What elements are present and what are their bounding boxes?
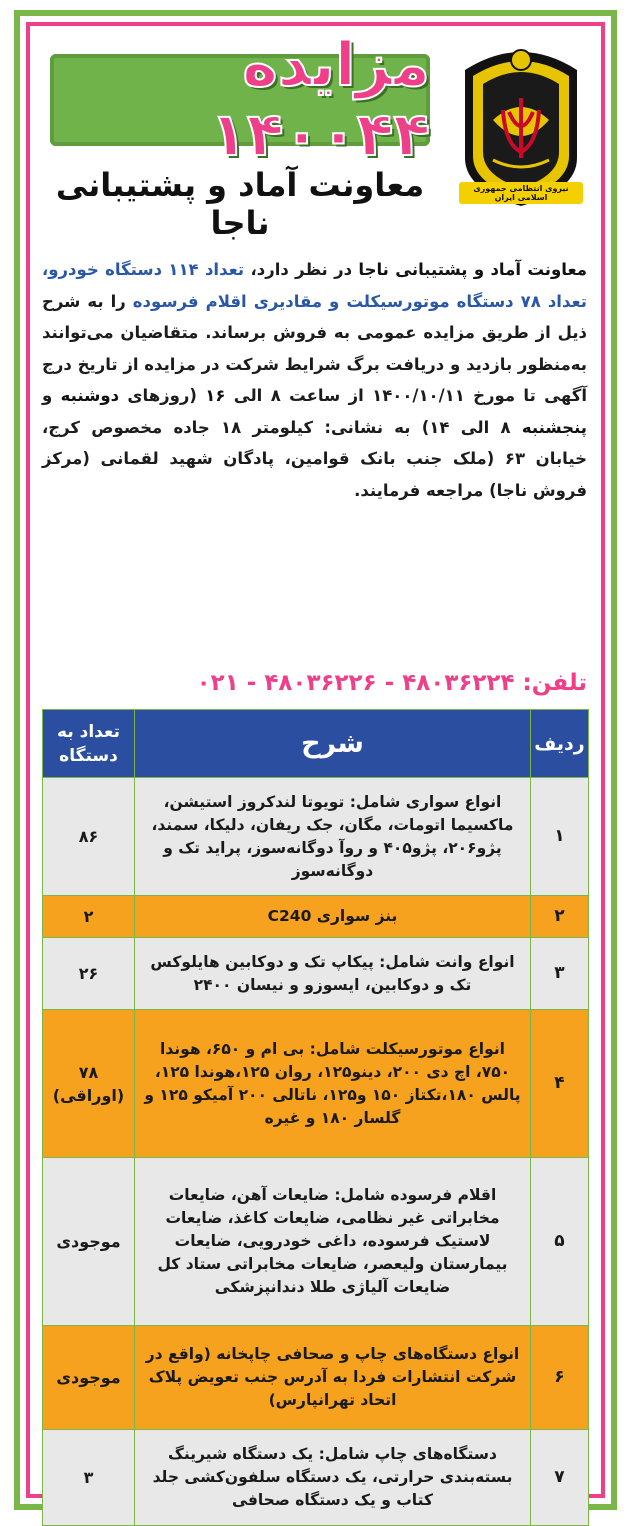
row-description: انواع سواری شامل: تویوتا لندکروز استیشن، ماکسیما اتومات، مگان، جک ریفان، دلیکا، سمند، پژو۲۰۶، پژو۴۰۵ و روآ دوگانه‌سوز، پراید تک و دوگانه‌سوز [135,778,531,896]
table-header-row [43,710,589,778]
row-number: ۴ [531,1010,589,1158]
table-row [43,1158,589,1326]
row-quantity: موجودی [43,1326,135,1430]
phone-numbers: تلفن: ۴۸۰۳۶۲۲۴ - ۴۸۰۳۶۲۲۶ - ۰۲۱ [196,670,587,696]
organization-title: معاونت آماد و پشتیبانی ناجا [55,166,425,242]
row-number: ۳ [531,938,589,1010]
row-description: انواع وانت شامل: پیکاپ تک و دوکابین هایلوکس تک و دوکابین، ایسوزو و نیسان ۲۴۰۰ [135,938,531,1010]
items-table [42,709,589,1526]
row-number: ۶ [531,1326,589,1430]
row-description: دستگاه‌های چاپ شامل: یک دستگاه شیرینگ بسته‌بندی حرارتی، یک دستگاه سلفون‌کشی جلد کتاب و یک دستگاه صحافی [135,1430,531,1526]
row-description: انواع دستگاه‌های چاپ و صحافی چاپخانه (واقع در شرکت انتشارات فردا به آدرس جنب تعویض پلاک اتحاد تهرانپارس) [135,1326,531,1430]
intro-thursday: پنجشنبه [521,417,587,437]
intro-text-4: و [42,386,61,405]
table-row [43,1430,589,1526]
emblem-caption: نیروی انتظامی جمهوری اسلامی ایران [459,182,583,204]
outer-border [14,10,617,1510]
row-number: ۱ [531,778,589,896]
row-quantity: موجودی [43,1158,135,1326]
table-row [43,1326,589,1430]
header-quantity: تعداد به دستگاه [43,710,135,778]
intro-text-2: را به شرح ذیل از طریق مزایده عمومی به فروش برساند. متقاضیان می‌توانند به‌منظور بازدید و دریافت برگ شرایط شرکت در مزایده از تاریخ درج آگهی تا مورخ ۱۴۰۰/۱۰/۱۱ از ساعت ۸ الی [42,291,587,405]
table-row [43,1010,589,1158]
intro-text-3: (روزهای [119,386,206,405]
table-row [43,938,589,1010]
auction-banner [50,30,430,170]
intro-hour: ۱۶ [205,386,226,405]
header [30,26,601,242]
intro-highlight: تعداد ۱۱۴ دستگاه خودرو، تعداد ۷۸ دستگاه موتورسیکلت و مقادیری اقلام فرسوده [42,260,587,311]
header-row-number: ردیف [531,710,589,778]
row-description: اقلام فرسوده شامل: ضایعات آهن، ضایعات مخابراتی غیر نظامی، ضایعات کاغذ، ضایعات لاستیک فرسوده، داغی خودرویی، ضایعات بیمارستان ولیعصر، ضایعات مخابراتی ستاد کل ضایعات آلیاژی طلا دندانپزشکی [135,1158,531,1326]
row-quantity: ۸۶ [43,778,135,896]
row-quantity: ۳ [43,1430,135,1526]
intro-org: معاونت آماد و پشتیبانی ناجا [358,260,587,279]
advertisement-frame [26,22,605,1509]
intro-text-1: در نظر دارد، [244,260,359,279]
intro-monday: دوشنبه [60,386,120,405]
row-quantity: ۷۸ (اوراقی) [43,1010,135,1158]
row-description: بنز سواری C240 [135,896,531,938]
row-quantity: ۲ [43,896,135,938]
auction-title: مزایده ۱۴۰۰۴۴ [210,30,430,170]
row-number: ۷ [531,1430,589,1526]
row-description: انواع موتورسیکلت شامل: بی ام و ۶۵۰، هوندا ۷۵۰، اچ دی ۲۰۰، دینو۱۲۵، روان ۱۲۵،هوندا ۱۲۵، پالس ۱۸۰،تکتاز ۱۵۰ و۱۲۵، ناتالی ۲۰۰ آمیکو ۱۲۵ و گلسار ۱۸۰ و غیره [135,1010,531,1158]
row-quantity: ۲۶ [43,938,135,1010]
intro-paragraph [42,254,587,506]
table-row [43,896,589,938]
intro-text-5: ۸ الی ۱۴) به نشانی: کیلومتر ۱۸ جاده مخصوص کرج، خیابان ۶۳ (ملک جنب بانک قوامین، پادگان شهید لقمانی (مرکز فروش ناجا) مراجعه فرمایند. [42,417,587,500]
header-description: شرح [135,710,531,778]
table-row [43,778,589,896]
row-number: ۵ [531,1158,589,1326]
row-number: ۲ [531,896,589,938]
